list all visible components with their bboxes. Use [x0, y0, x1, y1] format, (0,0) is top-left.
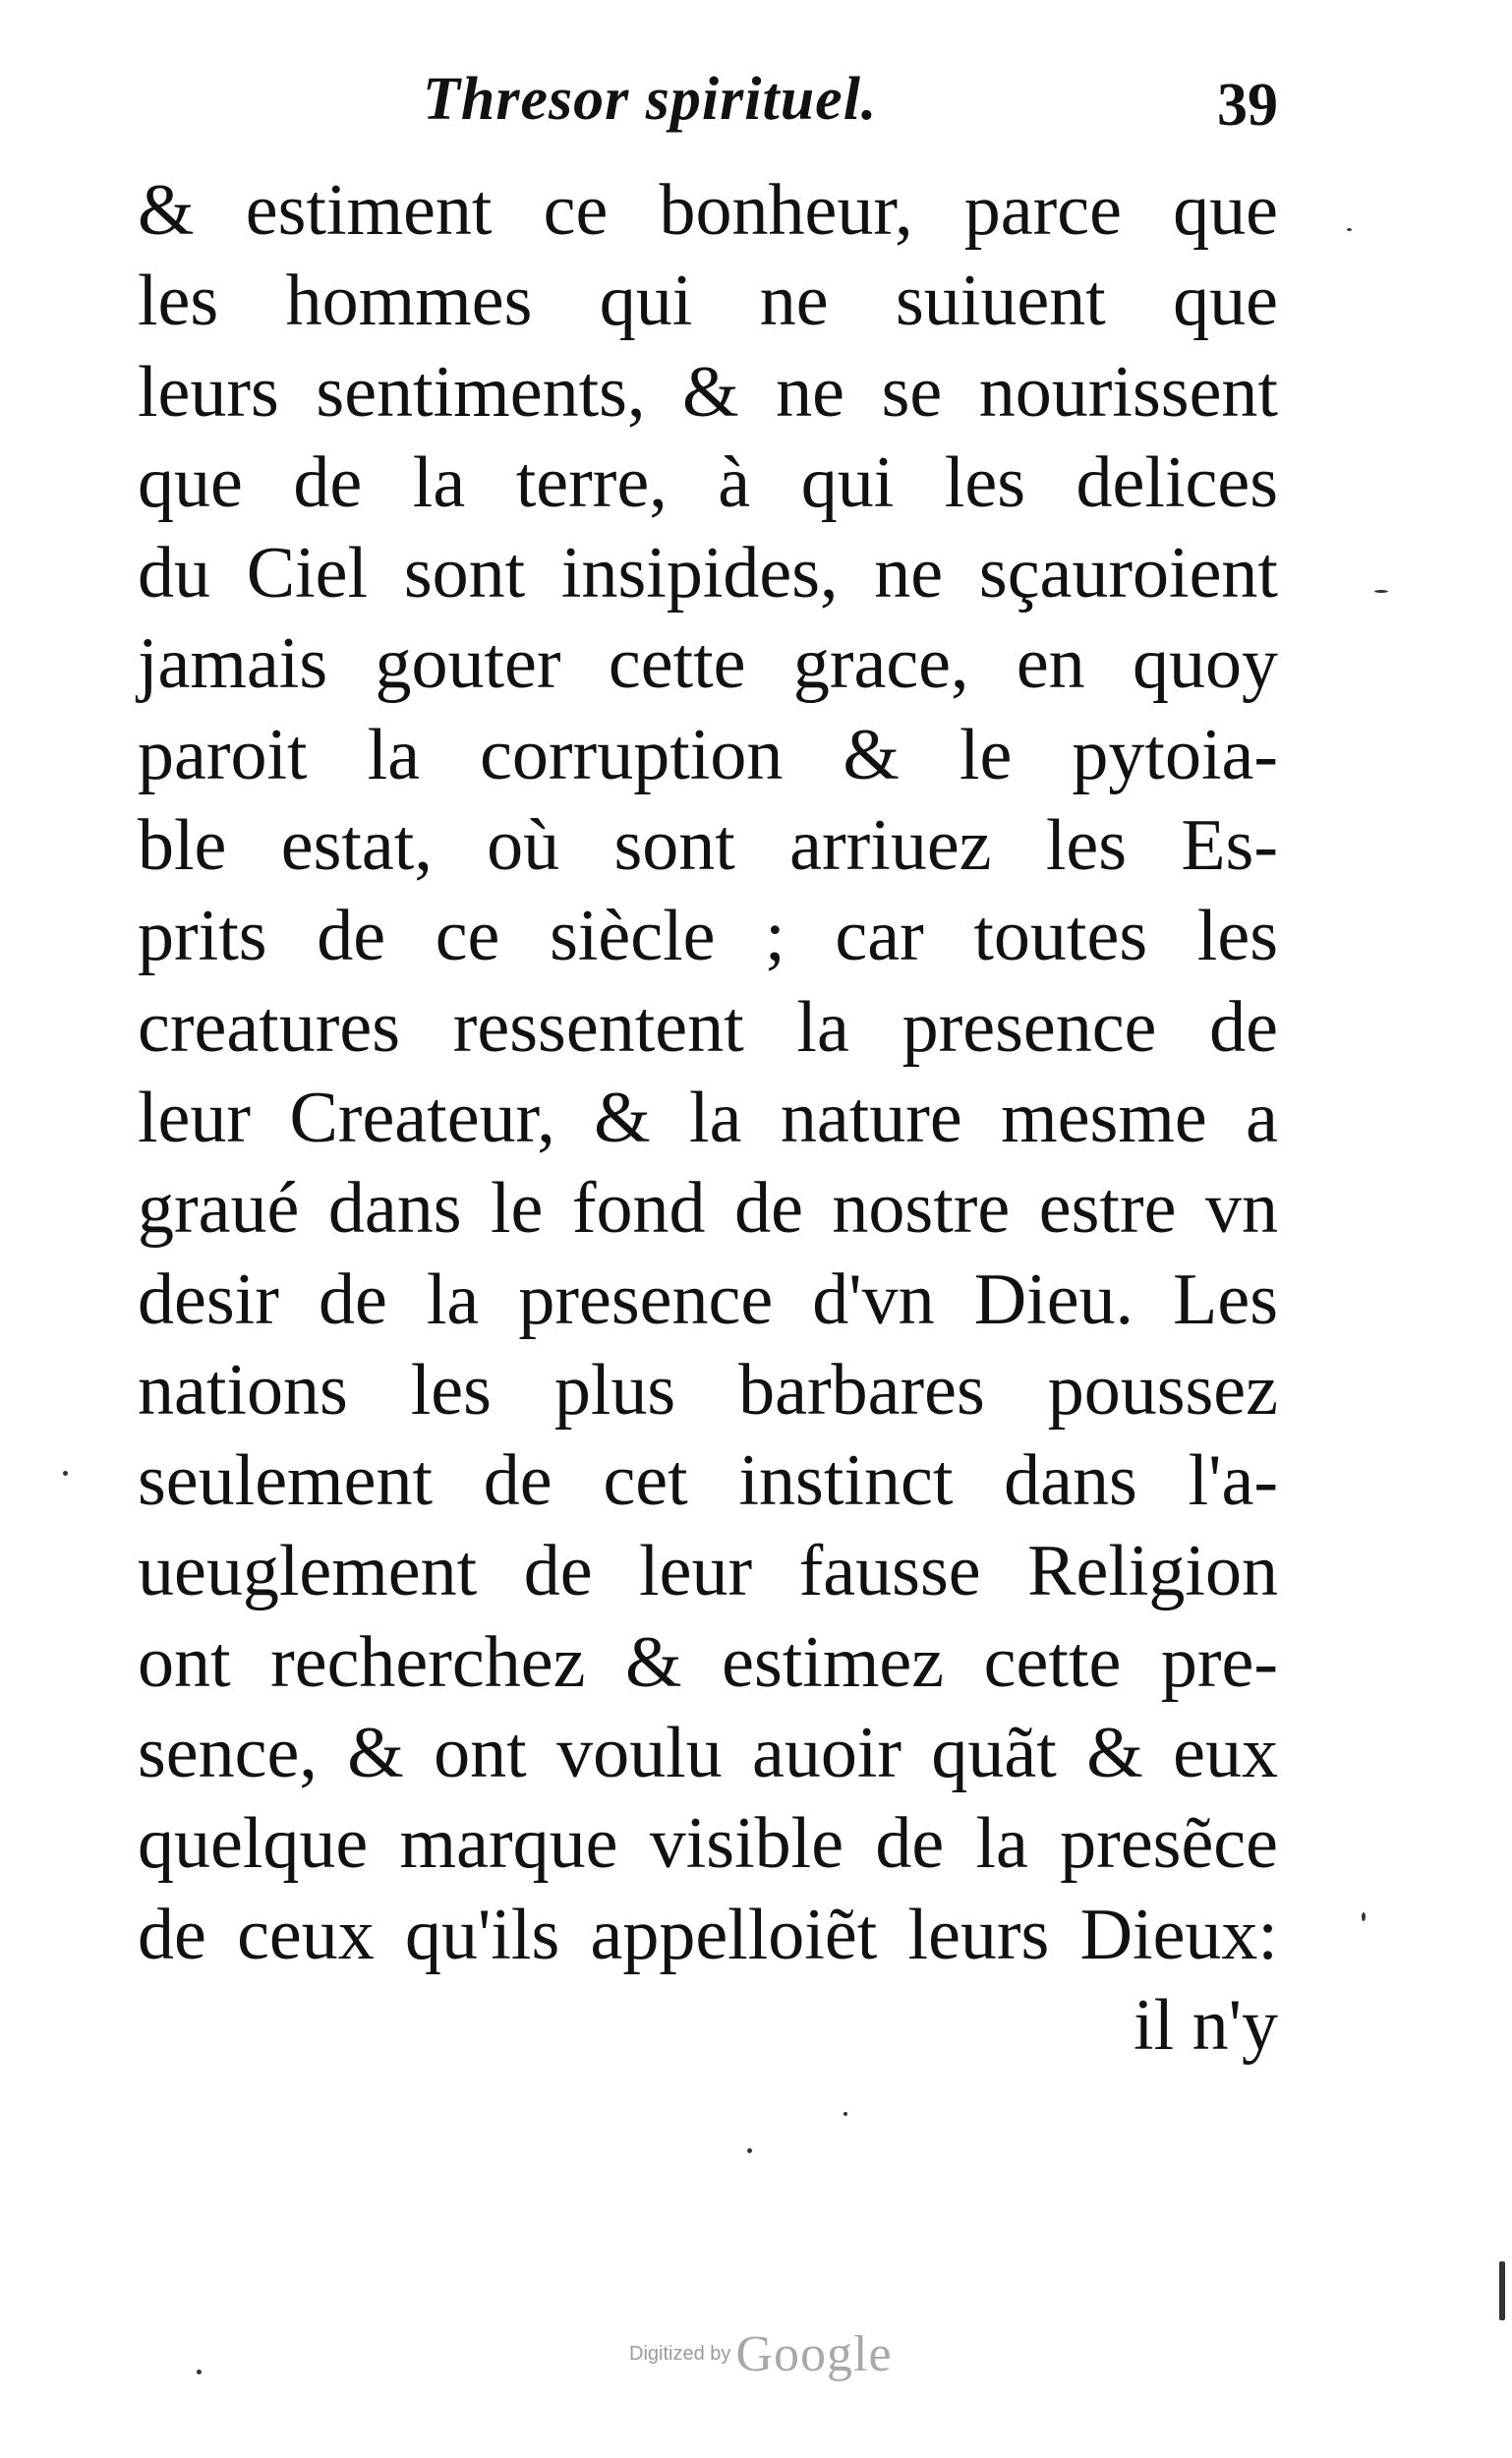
scan-speck	[843, 2112, 847, 2116]
google-logo: Google	[735, 2326, 893, 2382]
text-line: quelque marque visible de la presẽce	[138, 1803, 1278, 1885]
text-line: ueuglement de leur fausse Religion	[138, 1531, 1278, 1612]
scan-speck	[747, 2148, 752, 2153]
text-line: de ceux qu'ils appelloiẽt leurs Dieux:	[138, 1894, 1278, 1975]
text-line: seulement de cet instinct dans l'a-	[138, 1440, 1278, 1522]
scan-speck	[1362, 1912, 1366, 1921]
text-line: & estiment ce bonheur, parce que	[138, 170, 1278, 251]
scan-speck	[1499, 2261, 1505, 2320]
page-number: 39	[1217, 72, 1278, 139]
text-line: paroit la corruption & le pytoia-	[138, 714, 1278, 795]
digitized-by-label: Digitized by	[629, 2343, 731, 2365]
text-line: creatures ressentent la presence de	[138, 986, 1278, 1068]
running-head: Thresor spirituel.	[423, 66, 878, 133]
digitized-watermark	[629, 2325, 963, 2394]
text-line: ont recherchez & estimez cette pre-	[138, 1621, 1278, 1703]
text-line: jamais gouter cette grace, en quoy	[138, 623, 1278, 705]
text-line: leurs sentiments, & ne se nourissent	[138, 351, 1278, 433]
text-line: les hommes qui ne suiuent que	[138, 261, 1278, 342]
body-text	[138, 165, 1278, 2071]
scan-speck	[1347, 228, 1352, 231]
text-line: sence, & ont voulu auoir quãt & eux	[138, 1713, 1278, 1794]
text-line: leur Createur, & la nature mesme a	[138, 1077, 1278, 1158]
text-line: prits de ce siècle ; car toutes les	[138, 896, 1278, 977]
text-line: desir de la presence d'vn Dieu. Les	[138, 1258, 1278, 1340]
text-line: nations les plus barbares poussez	[138, 1349, 1278, 1431]
text-line: graué dans le fond de nostre estre vn	[138, 1168, 1278, 1250]
text-line: du Ciel sont insipides, ne sçauroient	[138, 533, 1278, 614]
scan-speck	[1374, 590, 1388, 593]
text-line: que de la terre, à qui les delices	[138, 441, 1278, 523]
scan-speck	[197, 2370, 202, 2374]
scan-speck	[63, 1471, 68, 1476]
page-header	[128, 57, 1278, 165]
catchword: il n'y	[1134, 1984, 1278, 2066]
text-line: ble estat, où sont arriuez les Es-	[138, 805, 1278, 887]
